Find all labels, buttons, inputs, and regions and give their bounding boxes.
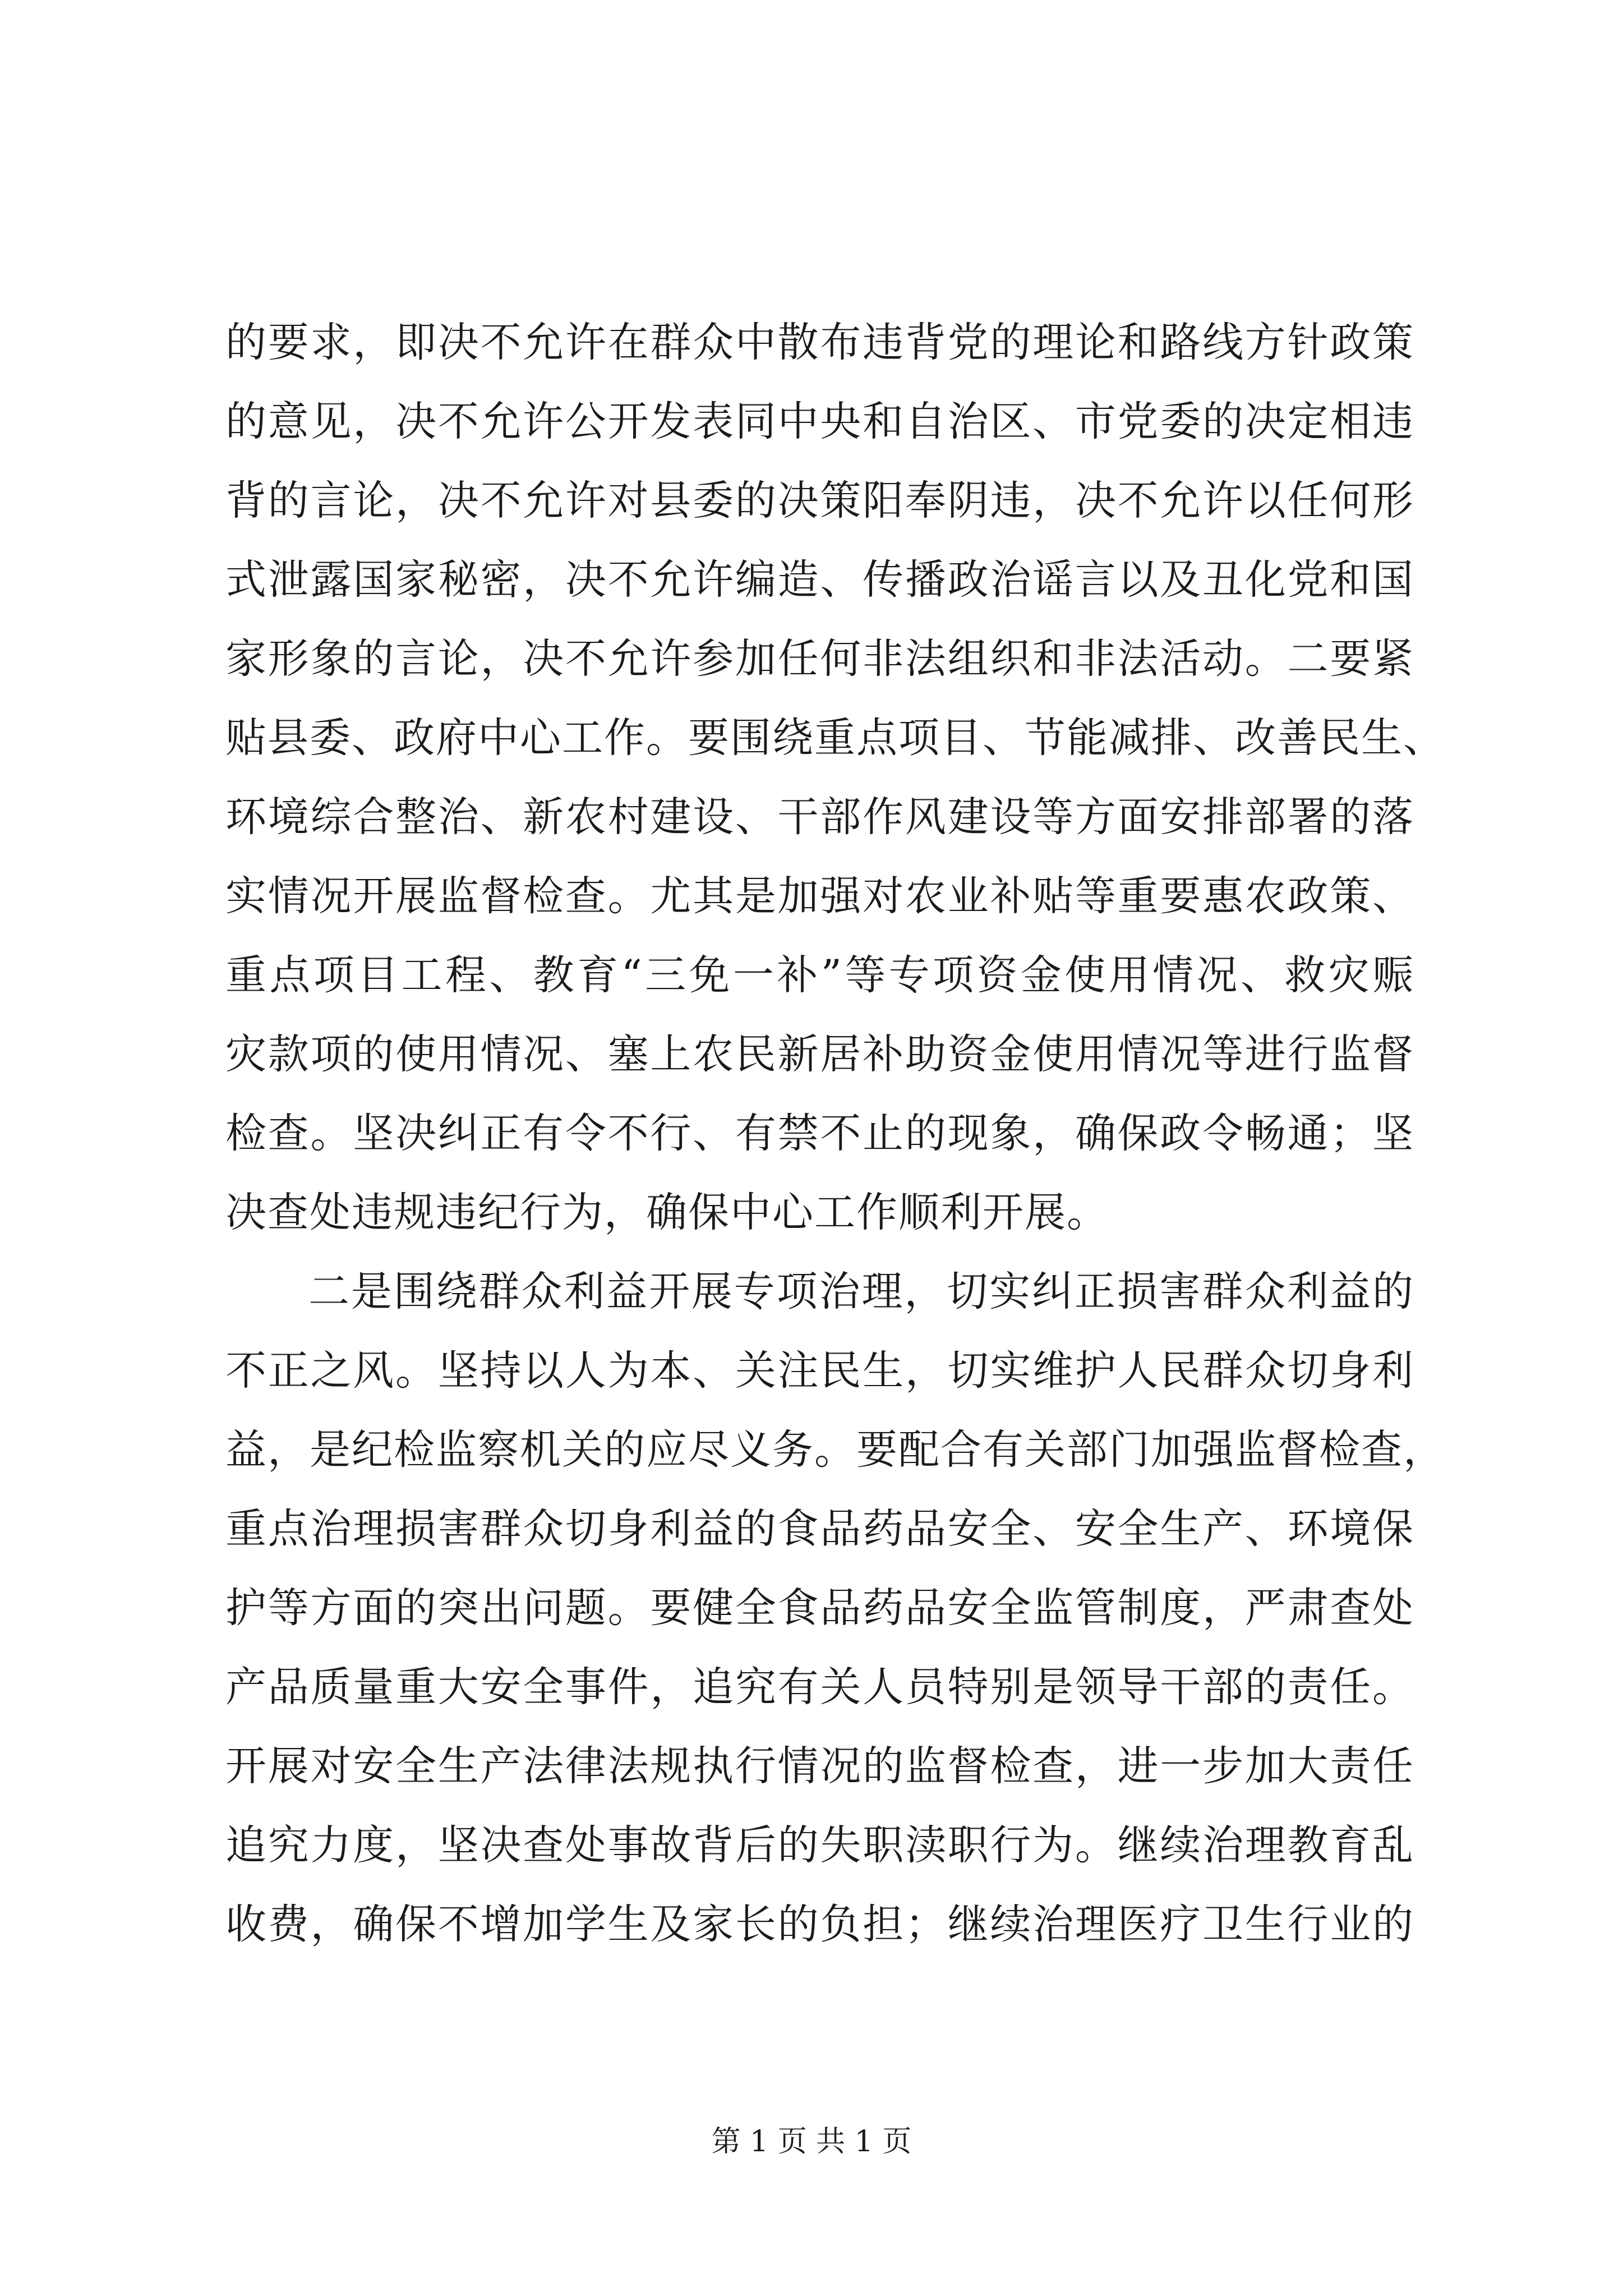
- text-line: 式泄露国家秘密，决不允许编造、传播政治谣言以及丑化党和国: [225, 556, 1414, 604]
- text-line: 环境综合整治、新农村建设、干部作风建设等方面安排部署的落: [225, 793, 1414, 841]
- text-line: 开展对安全生产法律法规执行情况的监督检查，进一步加大责任: [225, 1742, 1414, 1790]
- text-line: 的意见，决不允许公开发表同中央和自治区、市党委的决定相违: [225, 398, 1414, 445]
- text-line: 益，是纪检监察机关的应尽义务。要配合有关部门加强监督检查，: [225, 1426, 1445, 1474]
- text-line: 护等方面的突出问题。要健全食品药品安全监管制度，严肃查处: [225, 1584, 1414, 1632]
- text-line: 决查处违规违纪行为，确保中心工作顺利开展。: [225, 1189, 1109, 1236]
- text-line: 背的言论，决不允许对县委的决策阳奉阴违，决不允许以任何形: [225, 477, 1414, 524]
- text-line: 产品质量重大安全事件，追究有关人员特别是领导干部的责任。: [225, 1663, 1414, 1711]
- text-line: 收费，确保不增加学生及家长的负担；继续治理医疗卫生行业的: [225, 1901, 1414, 1948]
- text-line: 检查。坚决纠正有令不行、有禁不止的现象，确保政令畅通；坚: [225, 1110, 1414, 1157]
- text-line: 贴县委、政府中心工作。要围绕重点项目、节能减排、改善民生、: [225, 714, 1445, 762]
- text-line: 灾款项的使用情况、塞上农民新居补助资金使用情况等进行监督: [225, 1030, 1414, 1078]
- text-line: 不正之风。坚持以人为本、关注民生，切实维护人民群众切身利: [225, 1347, 1414, 1395]
- text-line: 的要求，即决不允许在群众中散布违背党的理论和路线方针政策: [225, 319, 1414, 366]
- text-line: 重点项目工程、教育“三免一补”等专项资金使用情况、救灾赈: [225, 951, 1414, 999]
- text-line: 重点治理损害群众切身利益的食品药品安全、安全生产、环境保: [225, 1505, 1414, 1553]
- text-line: 追究力度，坚决查处事故背后的失职渎职行为。继续治理教育乱: [225, 1821, 1414, 1869]
- text-line: 实情况开展监督检查。尤其是加强对农业补贴等重要惠农政策、: [225, 872, 1414, 920]
- page-footer: 第 1 页 共 1 页: [711, 2125, 912, 2159]
- document-body: [225, 303, 1445, 1964]
- text-line: 家形象的言论，决不允许参加任何非法组织和非法活动。二要紧: [225, 635, 1414, 683]
- paragraph-first-line: 二是围绕群众利益开展专项治理，切实纠正损害群众利益的: [308, 1268, 1414, 1315]
